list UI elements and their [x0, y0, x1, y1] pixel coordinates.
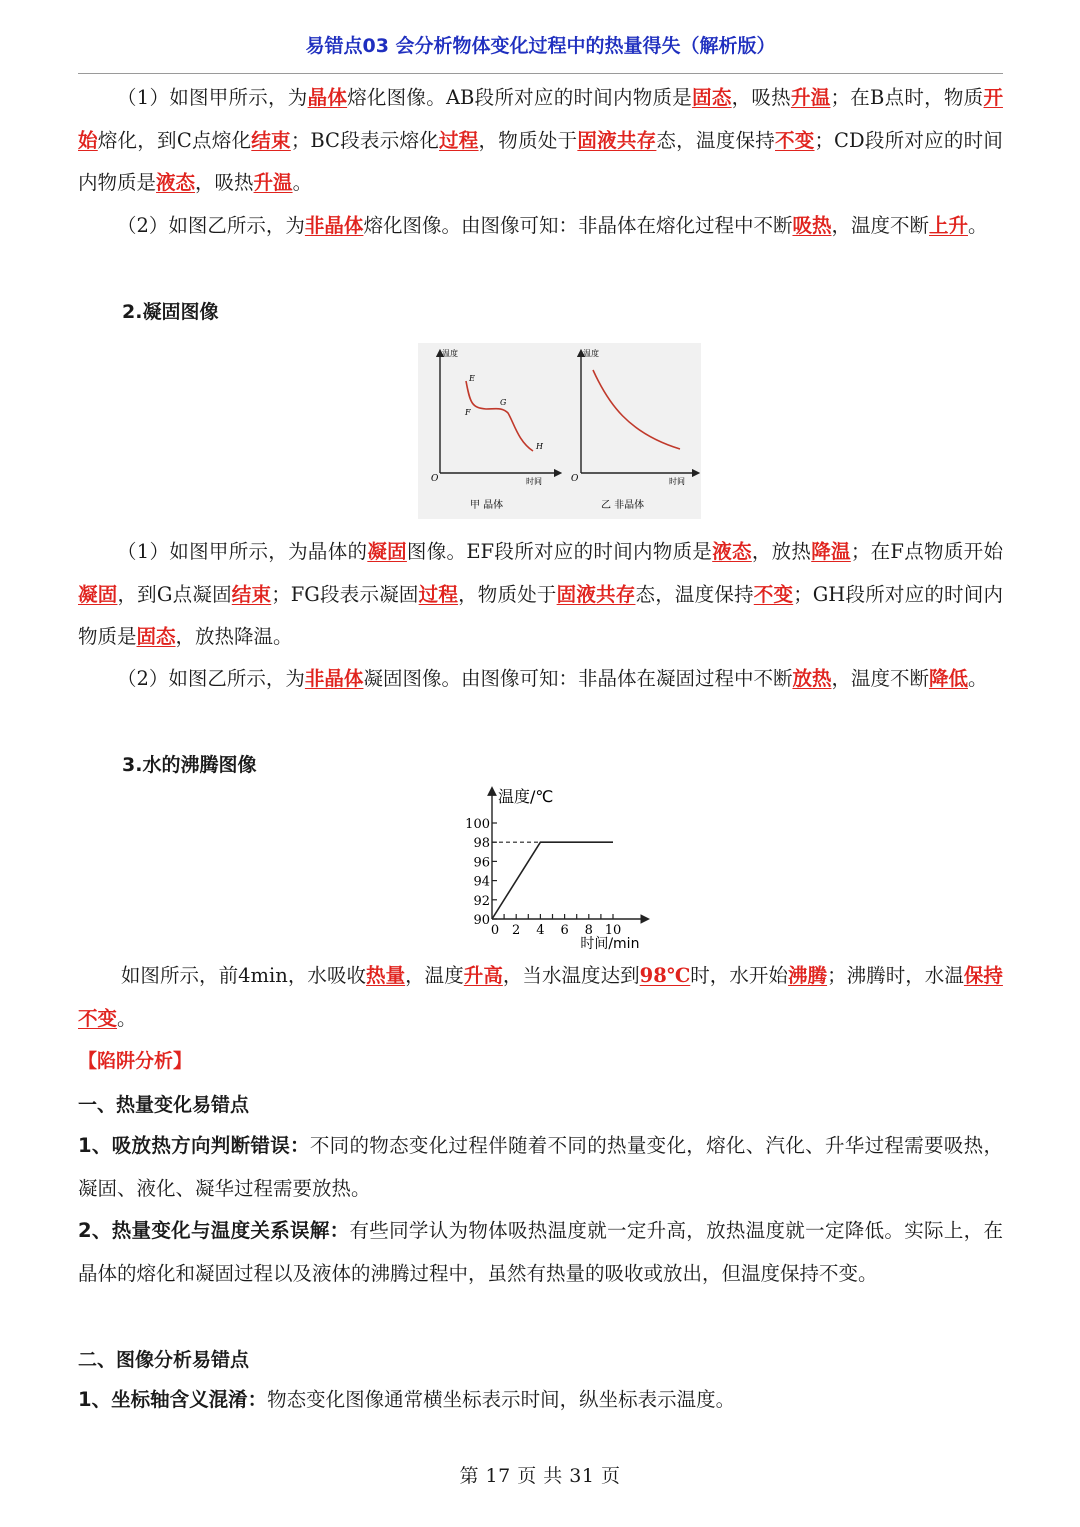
left-caption: 甲 晶体 — [470, 500, 504, 511]
figure-background — [418, 343, 701, 519]
y-tick-label: 96 — [473, 855, 490, 871]
text-segment: 熔化图像。由图像可知：非晶体在熔化过程中不断 — [363, 214, 793, 237]
boiling-heading: 3.水的沸腾图像 — [122, 754, 257, 776]
boiling-paragraph — [78, 955, 1003, 1040]
text-segment: ，物质处于 — [458, 582, 557, 606]
text-segment: ，吸热 — [195, 171, 254, 194]
page-title: 易错点03 会分析物体变化过程中的热量得失（解析版） — [305, 35, 776, 57]
answer-highlight: 固液共存 — [577, 128, 657, 152]
answer-highlight: 固态 — [136, 625, 176, 648]
trap-item-2-lead: 2、热量变化与温度关系误解： — [78, 1219, 350, 1242]
text-segment: （1）如图甲所示，为 — [117, 86, 308, 109]
section-graph-analysis: 二、图像分析易错点 — [78, 1349, 250, 1371]
text-segment: 。 — [292, 171, 313, 194]
page-number: 第 17 页 共 31 页 — [459, 1465, 621, 1487]
answer-highlight: 热量 — [366, 964, 406, 987]
answer-highlight: 升温 — [790, 86, 831, 109]
trap-item-2-text: 有些同学认为物体吸热温度就一定升高，放热温度就一定降低。实际上，在晶体的熔化和凝固过程以及液体的沸腾过程中，虽然有热量的吸收或放出，但温度保持不变。 — [78, 1219, 1003, 1285]
answer-highlight: 非晶体 — [304, 667, 364, 690]
solid-crystal-paragraph — [78, 531, 1003, 659]
text-segment: ，当水温度达到 — [502, 964, 640, 987]
answer-highlight: 降低 — [928, 667, 968, 690]
answer-highlight: 升温 — [253, 171, 293, 194]
answer-highlight: 放热 — [792, 667, 832, 690]
point-f-label: F — [465, 408, 471, 417]
answer-highlight: 固液共存 — [556, 582, 636, 606]
answer-highlight: 结束 — [231, 582, 272, 606]
answer-highlight: 液态 — [712, 540, 752, 563]
text-segment: ，到G点凝固 — [117, 582, 232, 606]
answer-highlight: 保持不变 — [78, 964, 1003, 1030]
y-tick-label: 98 — [473, 836, 490, 852]
temperature-series-line — [492, 842, 613, 919]
answer-highlight: 凝固 — [367, 540, 407, 563]
text-segment: ，温度不断 — [831, 214, 929, 237]
answer-highlight: 凝固 — [78, 582, 118, 606]
boiling-chart — [455, 783, 660, 953]
text-segment: （2）如图乙所示，为 — [117, 667, 305, 690]
answer-highlight: 上升 — [928, 214, 968, 237]
right-x-label: 时间 — [669, 477, 685, 486]
answer-highlight: 不变 — [775, 128, 815, 152]
melt-crystal-paragraph — [78, 77, 1003, 205]
answer-highlight: 过程 — [439, 128, 479, 152]
left-x-label: 时间 — [526, 477, 542, 486]
x-tick-label: 10 — [604, 923, 622, 938]
answer-highlight: 升高 — [463, 964, 503, 987]
text-segment: 态，温度保持 — [656, 128, 775, 152]
y-tick-label: 90 — [473, 913, 490, 928]
text-segment: 。 — [117, 1006, 137, 1030]
point-g-label: G — [500, 398, 507, 407]
x-tick-label: 4 — [536, 923, 545, 938]
text-segment: 凝固图像。由图像可知：非晶体在凝固过程中不断 — [363, 667, 793, 690]
trap-item-2 — [78, 1210, 1003, 1295]
answer-highlight: 过程 — [418, 582, 459, 606]
solidification-heading: 2.凝固图像 — [122, 301, 219, 323]
text-segment: ；在B点时，物质 — [830, 86, 984, 109]
trap-item-3-lead: 1、坐标轴含义混淆： — [78, 1388, 268, 1411]
answer-highlight: 结束 — [251, 128, 291, 152]
answer-highlight: 吸热 — [792, 214, 832, 237]
text-segment: 熔化图像。AB段所对应的时间内物质是 — [347, 86, 693, 109]
text-segment: 熔化，到C点熔化 — [97, 128, 252, 152]
point-h-label: H — [536, 442, 543, 451]
melt-amorphous-paragraph — [78, 205, 1003, 248]
page-header — [78, 30, 1003, 74]
y-tick-label: 94 — [473, 874, 490, 890]
text-segment: ；FG段表示凝固 — [271, 582, 419, 606]
trap-analysis-title: 【陷阱分析】 — [78, 1050, 193, 1072]
text-segment: ；CD段所对应的时间内物质是 — [78, 128, 1003, 194]
text-segment: ，温度不断 — [831, 667, 929, 690]
text-segment: ，物质处于 — [478, 128, 578, 152]
trap-item-1 — [78, 1125, 1003, 1210]
solid-amorphous-paragraph — [78, 658, 1003, 701]
section-heat-change: 一、热量变化易错点 — [78, 1094, 250, 1116]
trap-item-1-text: 不同的物态变化过程伴随着不同的热量变化，熔化、汽化、升华过程需要吸热，凝固、液化、凝华过程需要放热。 — [78, 1134, 1003, 1200]
x-axis-label: 时间/min — [580, 936, 640, 952]
text-segment: 时，水开始 — [690, 964, 788, 987]
text-segment: ，放热 — [751, 540, 812, 563]
text-segment: ；在F点物质开始 — [850, 540, 1003, 563]
text-segment: ，吸热 — [731, 86, 791, 109]
x-tick-label: 0 — [490, 923, 500, 938]
left-origin-label: O — [431, 474, 439, 484]
text-segment: ，温度 — [405, 964, 464, 987]
text-segment: ；沸腾时，水温 — [827, 964, 964, 987]
right-origin-label: O — [571, 474, 579, 484]
y-axis-label: 温度/℃ — [498, 787, 554, 806]
left-y-label: 温度 — [442, 349, 458, 358]
text-segment: （1）如图甲所示，为晶体的 — [117, 540, 368, 563]
text-segment: 图像。EF段所对应的时间内物质是 — [406, 540, 713, 563]
y-tick-label: 92 — [473, 893, 490, 909]
solidification-figure — [418, 343, 701, 519]
x-tick-label: 6 — [560, 923, 569, 938]
text-segment: 如图所示，前4min，水吸收 — [120, 964, 367, 987]
x-tick-label: 8 — [584, 923, 593, 938]
text-segment: ；GH段所对应的时间内物质是 — [78, 582, 1003, 648]
answer-highlight: 开始 — [78, 86, 1003, 152]
text-segment: ，放热降温。 — [175, 625, 293, 648]
text-segment: 态，温度保持 — [635, 582, 754, 606]
text-segment: ；BC段表示熔化 — [290, 128, 440, 152]
answer-highlight: 沸腾 — [787, 964, 828, 987]
x-tick-label: 2 — [512, 923, 521, 938]
right-y-label: 温度 — [583, 349, 599, 358]
answer-highlight: 非晶体 — [304, 214, 364, 237]
text-segment: 。 — [968, 214, 988, 237]
trap-item-3 — [78, 1379, 1003, 1422]
answer-highlight: 晶体 — [307, 86, 348, 109]
answer-highlight: 降温 — [811, 540, 851, 563]
right-caption: 乙 非晶体 — [601, 500, 645, 511]
trap-item-1-lead: 1、吸放热方向判断错误： — [78, 1134, 310, 1157]
answer-highlight: 液态 — [156, 171, 196, 194]
answer-highlight: 98℃ — [639, 964, 691, 987]
answer-highlight: 不变 — [753, 582, 794, 606]
text-segment: 。 — [968, 667, 988, 690]
trap-item-3-text: 物态变化图像通常横坐标表示时间，纵坐标表示温度。 — [267, 1388, 736, 1411]
answer-highlight: 固态 — [692, 86, 732, 109]
y-tick-label: 100 — [465, 817, 490, 832]
point-e-label: E — [469, 374, 475, 383]
text-segment: （2）如图乙所示，为 — [117, 214, 305, 237]
